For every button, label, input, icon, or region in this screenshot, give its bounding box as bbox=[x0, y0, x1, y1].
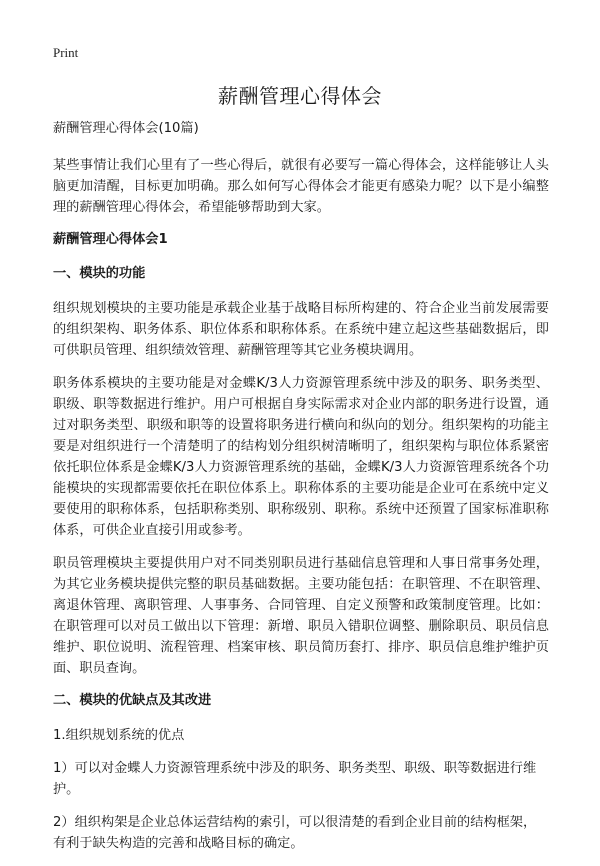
list-item: 1）可以对金蝶人力资源管理系统中涉及的职务、职务类型、职级、职等数据进行维护。 bbox=[53, 761, 537, 797]
section-heading-functions: 一、模块的功能 bbox=[53, 266, 146, 281]
print-link[interactable]: Print bbox=[53, 45, 79, 60]
page-title: 薪酬管理心得体会 bbox=[218, 84, 382, 108]
paragraph-position-system: 职务体系模块的主要功能是对金蝶K/3人力资源管理系统中涉及的职务、职务类型、职级、职等数据进行维护。用户可根据自身实际需求对企业内部的职务进行设置，通过对职务类型、职级和职等的设置将职务进行横向和纵向的划分。组织架构的功能主要是对组织进行一个清楚明了的结构划分组织树清晰明了，组织架构与职位体系紧密依托职位体系是金蝶K/3人力资源管理系统的基础，金蝶K/3人力资源管理系统各个功能模块的实现都需要依托在职位体系上。职称体系的主要功能是企业可在系统中定义要使用的职称体系，包括职称类别、职称级别、职称。系统中还预置了国家标准职称体系，可供企业直接引用或参考。 bbox=[53, 376, 549, 538]
article-heading: 薪酬管理心得体会1 bbox=[53, 232, 168, 247]
document-subtitle: 薪酬管理心得体会(10篇) bbox=[53, 121, 199, 136]
subheading-org-planning-advantages: 1.组织规划系统的优点 bbox=[53, 728, 185, 743]
list-item: 2）组织构架是企业总体运营结构的索引，可以很清楚的看到企业目前的结构框架，有利于缺失构造的完善和战略目标的确定。 bbox=[53, 815, 537, 851]
intro-paragraph: 某些事情让我们心里有了一些心得后，就很有必要写一篇心得体会，这样能够让人头脑更加清醒，目标更加明确。那么如何写心得体会才能更有感染力呢？以下是小编整理的薪酬管理心得体会，希望能够帮助到大家。 bbox=[53, 158, 549, 215]
paragraph-org-planning: 组织规划模块的主要功能是承载企业基于战略目标所构建的、符合企业当前发展需要的组织架构、职务体系、职位体系和职称体系。在系统中建立起这些基础数据后，即可供职员管理、组织绩效管理、薪酬管理等其它业务模块调用。 bbox=[53, 301, 549, 358]
section-heading-pros-cons: 二、模块的优缺点及其改进 bbox=[53, 693, 212, 708]
paragraph-staff-management: 职员管理模块主要提供用户对不同类别职员进行基础信息管理和人事日常事务处理，为其它业务模块提供完整的职员基础数据。主要功能包括：在职管理、不在职管理、离退休管理、离职管理、人事事务、合同管理、自定义预警和政策制度管理。比如：在职管理可以对员工做出以下管理：新增、职员入错职位调整、删除职员、职员信息维护、职位说明、流程管理、档案审核、职员简历套打、排序、职员信息维护维护页面、职员查询。 bbox=[53, 556, 549, 676]
document-body bbox=[53, 118, 549, 866]
